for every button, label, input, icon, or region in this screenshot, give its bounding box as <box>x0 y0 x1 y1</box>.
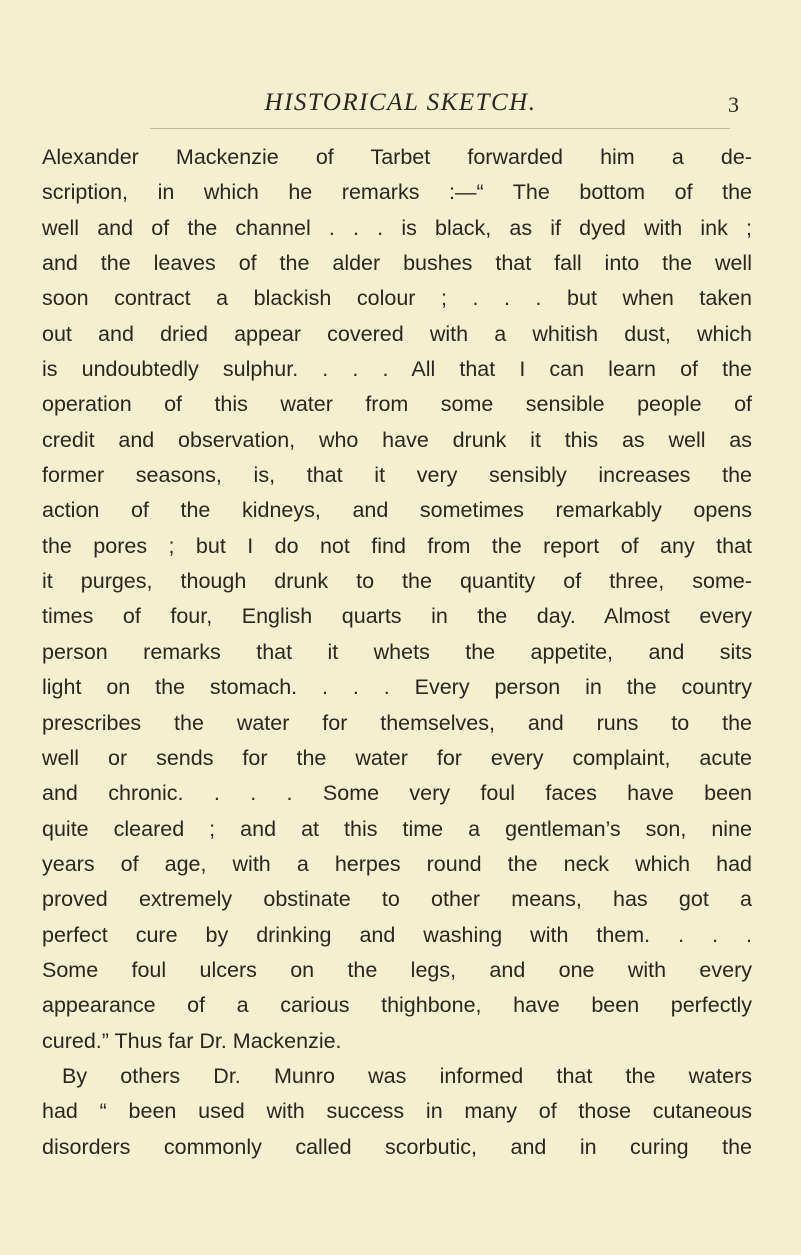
text-line: and chronic. . . . Some very foul faces have been <box>42 781 752 806</box>
text-line: well and of the channel . . . is black, as if dyed with ink ; <box>42 215 752 240</box>
text-line: is undoubtedly sulphur. . . . All that I can learn of the <box>42 357 752 382</box>
text-line: By others Dr. Munro was informed that the waters <box>62 1063 752 1088</box>
text-line: cured.” Thus far Dr. Mackenzie. <box>42 1028 342 1053</box>
text-line: perfect cure by drinking and washing with them. . . . <box>42 922 752 947</box>
text-line: Alexander Mackenzie of Tarbet forwarded him a de- <box>42 145 752 169</box>
text-line: person remarks that it whets the appetite, and sits <box>42 639 752 664</box>
text-line: appearance of a carious thighbone, have been perfectly <box>42 993 752 1018</box>
text-line: credit and observation, who have drunk it this as well as <box>42 427 752 452</box>
body-text <box>42 140 752 1165</box>
header-rule <box>150 128 730 129</box>
text-line: the pores ; but I do not find from the report of any that <box>42 533 752 558</box>
text-line: had “ been used with success in many of those cutaneous <box>42 1099 752 1124</box>
page-number: 3 <box>728 92 739 117</box>
text-line: prescribes the water for themselves, and runs to the <box>42 710 752 735</box>
running-head-title: HISTORICAL SKETCH. <box>264 89 537 116</box>
text-line: Some foul ulcers on the legs, and one with every <box>42 957 752 982</box>
text-line: light on the stomach. . . . Every person in the country <box>42 675 752 700</box>
text-line: former seasons, is, that it very sensibly increases the <box>42 463 752 488</box>
text-line: out and dried appear covered with a whitish dust, which <box>42 321 752 346</box>
text-line: years of age, with a herpes round the neck which had <box>42 851 752 876</box>
text-line: and the leaves of the alder bushes that fall into the well <box>42 251 752 276</box>
text-line: operation of this water from some sensible people of <box>42 392 752 417</box>
text-line: scription, in which he remarks :—“ The bottom of the <box>42 180 752 205</box>
text-line: disorders commonly called scorbutic, and in curing the <box>42 1134 752 1159</box>
text-line: quite cleared ; and at this time a gentleman’s son, nine <box>42 816 752 841</box>
text-line: it purges, though drunk to the quantity of three, some- <box>42 569 752 594</box>
text-line: proved extremely obstinate to other means, has got a <box>42 887 752 912</box>
text-line: action of the kidneys, and sometimes remarkably opens <box>42 498 752 523</box>
text-line: times of four, English quarts in the day. Almost every <box>42 604 752 629</box>
text-line: soon contract a blackish colour ; . . . but when taken <box>42 286 752 311</box>
text-line: well or sends for the water for every complaint, acute <box>42 745 752 770</box>
running-head <box>0 88 801 122</box>
